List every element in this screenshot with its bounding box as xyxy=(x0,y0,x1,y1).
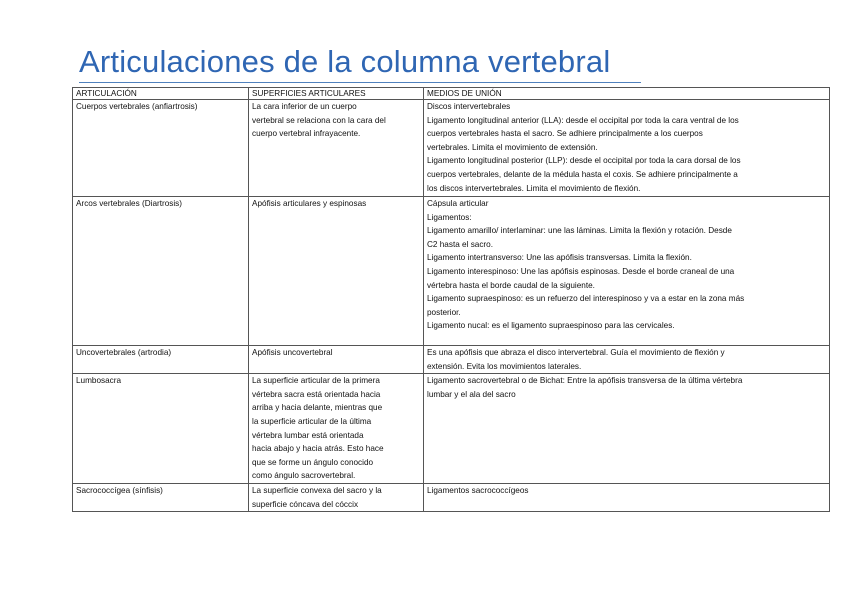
cell-articulacion: Arcos vertebrales (Diartrosis) xyxy=(73,197,249,346)
table-header-row xyxy=(73,88,830,100)
cell-superficies: La superficie convexa del sacro y la superficie cóncava del cóccix xyxy=(249,483,424,511)
cell-superficies: La superficie articular de la primera vértebra sacra está orientada hacia arriba y hacia delante, mientras que la superficie articular de la última vértebra lumbar está orientada hacia abajo y hacia atrás. Esto hace que se forme un ángulo conocido como ángulo sacrovertebral. xyxy=(249,374,424,484)
table-row xyxy=(73,483,830,511)
header-medios: MEDIOS DE UNIÓN xyxy=(424,88,830,100)
table-row xyxy=(73,100,830,197)
cell-superficies: Apófisis uncovertebral xyxy=(249,346,424,374)
header-superficies: SUPERFICIES ARTICULARES xyxy=(249,88,424,100)
table-row xyxy=(73,197,830,346)
cell-superficies: Apófisis articulares y espinosas xyxy=(249,197,424,346)
cell-articulacion: Cuerpos vertebrales (anfiartrosis) xyxy=(73,100,249,197)
cell-medios: Ligamentos sacrococcígeos xyxy=(424,483,830,511)
cell-superficies: La cara inferior de un cuerpo vertebral se relaciona con la cara del cuerpo vertebral infrayacente. xyxy=(249,100,424,197)
cell-articulacion: Lumbosacra xyxy=(73,374,249,484)
cell-medios: Es una apófisis que abraza el disco intervertebral. Guía el movimiento de flexión y extensión. Evita los movimientos laterales. xyxy=(424,346,830,374)
table-row xyxy=(73,374,830,484)
cell-medios: Ligamento sacrovertebral o de Bichat: Entre la apófisis transversa de la última vértebra lumbar y el ala del sacro xyxy=(424,374,830,484)
cell-medios: Discos intervertebrales Ligamento longitudinal anterior (LLA): desde el occipital por toda la cara ventral de los cuerpos vertebrales hasta el sacro. Se adhiere principalmente a los cuerpos vertebrales. Limita el movimiento de extensión. Ligamento longitudinal posterior (LLP): desde el occipital por toda la cara dorsal de los cuerpos vertebrales, delante de la médula hasta el coxis. Se adhiere principalmente a los discos intervertebrales. Limita el movimiento de flexión. xyxy=(424,100,830,197)
header-articulacion: ARTICULACIÓN xyxy=(73,88,249,100)
articulations-table xyxy=(72,87,830,512)
title-underline xyxy=(79,82,641,83)
cell-medios: Cápsula articular Ligamentos: Ligamento amarillo/ interlaminar: une las láminas. Limita la flexión y rotación. Desde C2 hasta el sacro. Ligamento intertransverso: Une las apófisis transversas. Limita la flexión. Ligamento interespinoso: Une las apófisis espinosas. Desde el borde craneal de una vértebra hasta el borde caudal de la siguiente. Ligamento supraespinoso: es un refuerzo del interespinoso y va a estar en la zona más posterior. Ligamento nucal: es el ligamento supraespinoso para las cervicales. xyxy=(424,197,830,346)
cell-articulacion: Uncovertebrales (artrodia) xyxy=(73,346,249,374)
page-title: Articulaciones de la columna vertebral xyxy=(79,44,611,79)
cell-articulacion: Sacrococcígea (sínfisis) xyxy=(73,483,249,511)
table-row xyxy=(73,346,830,374)
